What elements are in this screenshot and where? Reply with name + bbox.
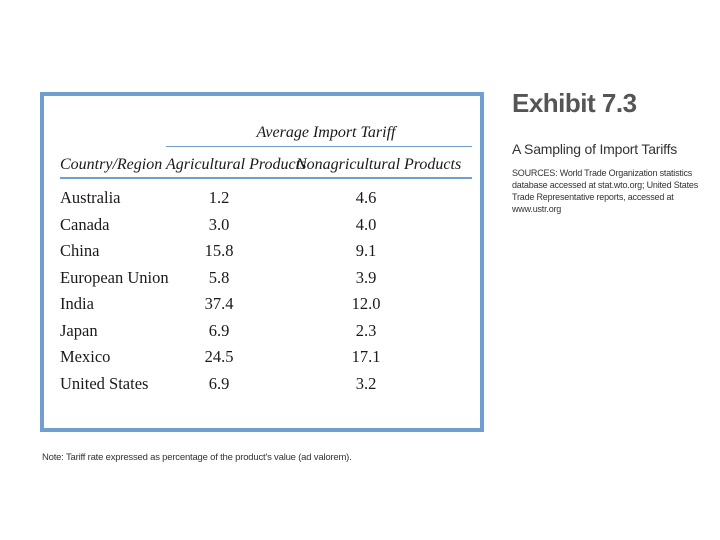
exhibit-caption bbox=[512, 88, 712, 215]
column-header-agricultural: Agricultural Products bbox=[166, 156, 307, 173]
column-header-nonagricultural: Nonagricultural Products bbox=[296, 156, 462, 173]
cell-country: Canada bbox=[60, 214, 110, 234]
cell-country: Australia bbox=[60, 188, 121, 207]
cell-agricultural: 3.0 bbox=[208, 214, 230, 234]
cell-nonagricultural: 9.1 bbox=[355, 241, 377, 260]
cell-country: United States bbox=[60, 373, 149, 393]
cell-agricultural: 37.4 bbox=[204, 294, 234, 313]
table-row bbox=[60, 268, 472, 295]
cell-nonagricultural: 17.1 bbox=[351, 347, 381, 366]
cell-agricultural: 24.5 bbox=[204, 347, 234, 366]
super-header-rule bbox=[166, 146, 472, 147]
column-header-country: Country/Region bbox=[60, 156, 163, 173]
tariff-table-frame bbox=[40, 92, 484, 432]
cell-nonagricultural: 3.9 bbox=[355, 267, 377, 287]
table-footnote: Note: Tariff rate expressed as percentage of the product's value (ad valorem). bbox=[42, 452, 352, 463]
cell-nonagricultural: 12.0 bbox=[351, 294, 381, 313]
table-row bbox=[60, 294, 472, 321]
table-row bbox=[60, 321, 472, 348]
header-underline-rule bbox=[60, 177, 472, 179]
exhibit-title: Exhibit 7.3 bbox=[512, 88, 637, 118]
table-row bbox=[60, 374, 472, 401]
table-body bbox=[60, 188, 472, 400]
cell-agricultural: 1.2 bbox=[208, 188, 230, 207]
exhibit-subtitle: A Sampling of Import Tariffs bbox=[512, 141, 678, 157]
cell-country: Japan bbox=[60, 320, 98, 340]
cell-country: European Union bbox=[60, 267, 169, 287]
table-row bbox=[60, 188, 472, 215]
cell-nonagricultural: 3.2 bbox=[355, 373, 377, 393]
cell-nonagricultural: 4.6 bbox=[355, 188, 377, 207]
table-row bbox=[60, 347, 472, 374]
exhibit-sources: SOURCES: World Trade Organization statistics database accessed at stat.wto.org; United States Trade Representative reports, accessed at www.ustr.org bbox=[512, 168, 699, 214]
cell-agricultural: 15.8 bbox=[204, 241, 234, 260]
cell-nonagricultural: 2.3 bbox=[355, 320, 377, 340]
cell-agricultural: 6.9 bbox=[208, 320, 230, 340]
table-super-header: Average Import Tariff bbox=[256, 124, 396, 141]
table-row bbox=[60, 215, 472, 242]
cell-country: India bbox=[60, 294, 94, 313]
cell-agricultural: 6.9 bbox=[208, 373, 230, 393]
cell-country: Mexico bbox=[60, 347, 111, 366]
cell-country: China bbox=[60, 241, 100, 260]
table-row bbox=[60, 241, 472, 268]
cell-nonagricultural: 4.0 bbox=[355, 214, 377, 234]
cell-agricultural: 5.8 bbox=[208, 267, 230, 287]
